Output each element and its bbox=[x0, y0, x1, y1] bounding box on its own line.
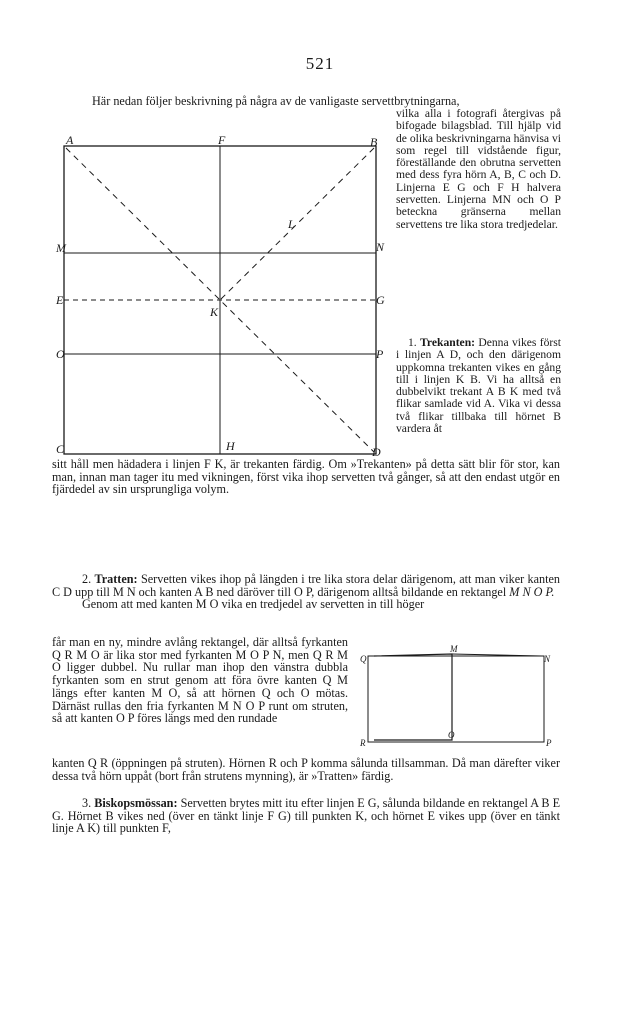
line-bk bbox=[220, 148, 374, 300]
section-1-wide-text: sitt håll men hädadera i linjen F K, är trekanten färdig. Om »Trekanten» på detta sätt blir för stor, kan man, innan man tager itu med vikningen, först vika ihop servetten två gånger, så att den endast utgör en fjärdedel av sin ursprungliga volym. bbox=[52, 457, 560, 497]
section-2-number: 2. bbox=[82, 572, 92, 586]
label-a: A bbox=[66, 133, 74, 147]
section-2-rest bbox=[52, 757, 560, 782]
label-p: P bbox=[376, 347, 384, 361]
tratten-outer bbox=[368, 656, 544, 742]
label-l: L bbox=[288, 217, 295, 231]
section-3-number: 3. bbox=[82, 796, 92, 810]
label-m: M bbox=[56, 241, 66, 255]
label-o: O bbox=[56, 347, 65, 361]
section-2-p2-narrow: får man en ny, mindre avlång rektangel, där alltså fyrkanten Q R M O är lika stor med fyrkanten M O P N, men Q R M O ligger dubbel. Nu rullar man ihop den vänstra dubbla fyrkanten som en strut genom att föra övre kanten Q M längs efter kanten M O, så att hörnen Q och O mötas. Därnäst rullas den fria fyrkanten M N O P runt om struten, så att kanten O P föres längs med den rundade bbox=[52, 635, 348, 726]
section-2 bbox=[52, 573, 560, 611]
section-2-title: Tratten: bbox=[94, 572, 138, 586]
label2-n: N bbox=[544, 654, 551, 664]
section-3-paragraph bbox=[52, 797, 560, 835]
section-1-title: Trekanten: bbox=[420, 336, 476, 349]
tratten-inner bbox=[374, 654, 452, 740]
label-h: H bbox=[226, 439, 235, 453]
section-2-p2-lead: Genom att med kanten M O vika en tredjedel av servetten in till höger bbox=[82, 597, 425, 612]
tratten-figure bbox=[356, 640, 556, 758]
section-3-text: Servetten brytes mitt itu efter linjen E G, sålunda bildande en rektangel A B E G. Hörnet B vikes ned (över en tänkt linje F G) till punkten K, och hörnet E vikes upp (över en tänkt linje A K) till punkten F, bbox=[52, 796, 561, 836]
napkin-figure bbox=[52, 128, 392, 464]
section-1-paragraph bbox=[396, 337, 561, 435]
section-1-wide bbox=[52, 458, 560, 496]
label-g: G bbox=[376, 293, 385, 307]
intro-column bbox=[396, 108, 561, 231]
label2-p: P bbox=[546, 738, 552, 748]
label-k: K bbox=[210, 305, 219, 319]
intro-column-text: vilka alla i fotografi återgivas på bifogade bilagsblad. Till hjälp vid de olika beskrivningarna hänvisa vi som regel till vidstående figur, föreställande den obrutna servetten med dess fyra hörn A, B, C och D. Linjerna E G och F H halvera servetten. Linjerna MN och O P beteckna gränserna mellan servettens tre lika stora tredjedelar. bbox=[396, 107, 561, 231]
section-1-column-text: Denna vikes först i linjen A D, och den därigenom uppkomna trekanten vikes en gång till i linjen K B. Vi ha alltså en dubbelvikt trekant A B K med två flikar samlade vid A. Vika vi dessa två flikar tillbaka till hörnet B vardera åt bbox=[396, 336, 562, 436]
label2-q: Q bbox=[360, 654, 367, 664]
label-c: C bbox=[56, 442, 65, 456]
section-1-number: 1. bbox=[408, 336, 417, 349]
label-f: F bbox=[218, 133, 226, 147]
label2-m: M bbox=[450, 644, 458, 654]
section-2-paragraph-1 bbox=[52, 573, 560, 598]
intro-lead: Här nedan följer beskrivning på några av de vanligaste servettbrytningarna, bbox=[92, 94, 460, 108]
label-b: B bbox=[370, 135, 378, 149]
section-2-p2-rest: kanten Q R (öppningen på struten). Hörnen R och P komma sålunda tillsamman. Då man därefter viker dessa två hörn uppåt (bort från strutens mynning), är »Tratten» färdig. bbox=[52, 756, 560, 783]
label-e: E bbox=[56, 293, 64, 307]
section-2-p1-text: Servetten vikes ihop på längden i tre lika stora delar därigenom, att man viker kanten C D upp till M N och kanten A B ned däröver till O P, därigenom alltså bildande en rektangel bbox=[52, 572, 561, 599]
label-n: N bbox=[376, 240, 385, 254]
section-2-p1-italic: M N O P. bbox=[509, 584, 555, 599]
page-number: 521 bbox=[305, 54, 335, 73]
label-d: D bbox=[372, 445, 381, 459]
section-3 bbox=[52, 797, 560, 835]
label2-r: R bbox=[360, 738, 366, 748]
section-2-narrow bbox=[52, 636, 348, 725]
section-3-title: Biskopsmössan: bbox=[94, 796, 178, 810]
section-1-column bbox=[396, 337, 561, 435]
label2-o: O bbox=[448, 730, 455, 740]
